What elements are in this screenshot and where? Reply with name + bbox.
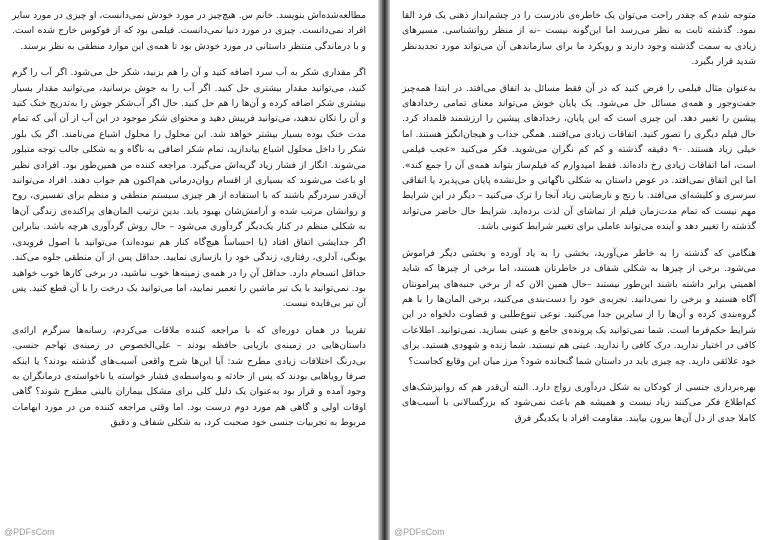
paragraph: بهره‌برداری جنسی از کودکان به شکل دردآوری رواج دارد. البته آن‌قدر هم که روانپزشک‌های کم‌اطلاع فکر می‌کنند زیاد نیست و همیشه هم باعث نمی‌شود که بزرگسالانی با آسیب‌های کاملا جدی از دل آن‌ها بیرون بیایند. مقاومت افراد با یکدیگر فرق (402, 381, 756, 424)
paragraph: هنگامی که گذشته را به خاطر می‌آورید، بخشی را به یاد آورده و بخشی دیگر فراموش می‌شود. برخی از چیزها به شکلی شفاف در خاطرتان هستند، اما برخی از چیزها که شاید اهمیتی برابر داشته باشند این‌طور نیستند –حال همین الان که از برخی جنبه‌های پیرامونتان آگاه هستید و برخی را نمی‌دانید. تجربه‌ی خود را دست‌بندی می‌کنید، برخی المان‌ها را با هم گروه‌بندی کرده و آن‌ها را از سایرین جدا می‌کنید. نوعی تنوع‌طلبی و قضاوت دلخواه در این شرایط حکم‌فرما است. شما نمی‌توانید یک پرونده‌ی جامع و عینی بسازید. نمی‌توانید. اطلاعات کافی در اختیار ندارید. درک کافی را ندارید. عینی هم نیستید. شما زنده و شهودی هستید. برای خود علائقی دارید. چه چیزی باید در داستان شما گنجانده شود؟ مرز میان این وقایع کجاست؟ (402, 247, 756, 367)
watermark: @PDFsCom (394, 527, 445, 537)
paragraph: تقریبا در همان دوره‌ای که با مراجعه کننده ملاقات می‌کردم، رسانه‌ها سرگرم ارائه‌ی داستان‌هایی در زمینه‌ی بازیابی حافظه بودند – علی‌الخصوص در زمینه‌ی تهاجم جنسی. بی‌درنگ اختلافات زیادی مطرح شد: آیا این‌ها شرح واقعی آسیب‌های گذشته بودند؟ یا اینکه صرفا رویاهایی بودند که پس از حادثه و به‌واسطه‌ی فشار خواسته یا ناخواسته‌ی درمانگران به وجود آمده و قرار بود به‌عنوان یک دلیل کلی برای مشکل بیماران بالینی مطرح شوند؟ گاهی اوقات اولی و گاهی هم مورد دوم درست بود. اما وقتی مراجعه کننده من در مورد ابهامات مربوط به تجربیات جنسی خود صحبت کرد، به شکلی شفاف و دقیق (12, 324, 366, 429)
watermark: @PDFsCom (4, 527, 55, 537)
paragraph: متوجه شدم که چقدر راحت می‌توان یک خاطره‌ی نادرست را در چشم‌انداز ذهنی یک فرد القا نمود. گذشته ثابت به نظر می‌رسد اما این‌گونه نیست –نه از منظر روانشناسی. مسیرهای زیادی به سمت گذشته وجود دارند و رویکرد ما برای سازماندهی آن می‌تواند مورد تجدیدنظر شدید قرار بگیرد. (402, 10, 756, 68)
book-spine (378, 0, 390, 540)
right-page (390, 0, 768, 540)
paragraph: اگر مقداری شکر به آب سرد اضافه کنید و آن را هم بزنید، شکر حل می‌شود. اگر آب را گرم کنید، می‌توانید مقدار بیشتری حل کنید. اگر آب را به جوش برسانید، می‌توانید مقدار بسیار بیشتری شکر اضافه کرده و آن‌ها را هم حل کنید. حال اگر آب‌شکر جوش را به‌تدریج خنک کنید و آن را تکان ندهید، می‌توانید فریبش دهید و محتوای شکر موجود در این آب از آن آبی که تمام مدت خنک بوده بسیار بیشتر خواهد شد. این محلول را محلول اشباع می‌نامند. اگر یک بلور شکر را داخل محلول اشباع بیاندازید، تمام شکر اضافی به ناگاه و به شکلی جالب توجه متبلور می‌شوند. انگار از فشار زیاد گریه‌اش می‌گیرد. مراجعه کننده من همین‌طور بود. افرادی نظیر او باعث می‌شوند که بسیاری از اقسام روان‌درمانی هم‌اکنون هم جواب دهند. افراد می‌توانند آن‌قدر سردرگم باشند که با استفاده از هر چیزی سیستم منطقی و منظم برای تفسیری، روح و روانشان مرتب شده و آرامش‌شان بهبود یابد. بدین ترتیب المان‌های پراکنده‌ی زندگی آن‌ها به شکلی منظم در کنار یک‌دیگر گردآوری می‌شود – حال روش گردآوری هرچه باشد. بنابراین اگر جدایشی اتفاق افتاد (یا احساساً هیچ‌گاه کنار هم نبوده‌اند) می‌توانید با اصول فرویدی، یونگی، آدلری، رفتاری، زندگی خود را بازسازی نمایید. حداقل پس از آن منطقی جلوه می‌کند. حداقل انسجام دارد. حداقل آن را در همه‌ی زمینه‌ها خوب نباشید، در برخی کارها خوب خواهید بود. نمی‌توانید با یک تیر ماشین را تعمیر نمایید، اما می‌توانید یک درخت را با آن قطع کنید. پس آن تیر بی‌فایده نیست. (12, 67, 366, 310)
left-page (0, 0, 378, 540)
left-page-text (12, 8, 366, 431)
paragraph: به‌عنوان مثال فیلمی را فرض کنید که در آن فقط مسائل بد اتفاق می‌افتد. در ابتدا همه‌چیز جفت‌وجور و همه‌ی مسائل حل می‌شود. یک پایان خوش می‌تواند معنای تمامی رخدادهای پیشین را تغییر دهد. این چیزی است که این پایان، رخدادهای پیشین را ارزشمند قلمداد کرد. حال فیلم دیگری را تصور کنید. اتفاقات زیادی می‌افتند. همگی جذاب و هیجان‌انگیز هستند. اما خیلی زیاد هستند. ۹۰ دقیقه گذشته و کم کم نگران می‌شوید. فکر می‌کنید «عجب فیلمی است، اما اتفاقات زیادی رخ داده‌اند. فقط امیدوارم که فیلم‌ساز بتواند همه‌ی آن را جمع کند». اما این اتفاق نمی‌افتد. در عوض داستان به شکلی ناگهانی و حل‌نشده پایان می‌پذیرد یا اتفاقی سرسری و کلیشه‌ای می‌افتد. با رنج و نارضایتی زیاد آنجا را ترک می‌کنید – دیگر در این شرایط مهم نیست که تمام مدت‌زمان فیلم از تماشای آن لذت برده‌اید. شرایط حال حاضر می‌تواند گذشته را تغییر دهد و آینده می‌تواند عاملی برای تغییر شرایط کنونی باشد. (402, 82, 756, 233)
right-page-text (402, 8, 756, 426)
paragraph: مطالعه‌شده‌اش بنویسد. خانم س. هیچ‌چیز در مورد خودش نمی‌دانست، او چیزی در مورد سایر افراد نمی‌دانست. چیزی در مورد دنیا نمی‌دانست. فیلمی بود که از فوکوس خارج شده است. و با درماندگی منتظر داستانی در مورد خودش بود تا همه‌ی این موارد منطقی به نظر برسند. (12, 10, 366, 52)
